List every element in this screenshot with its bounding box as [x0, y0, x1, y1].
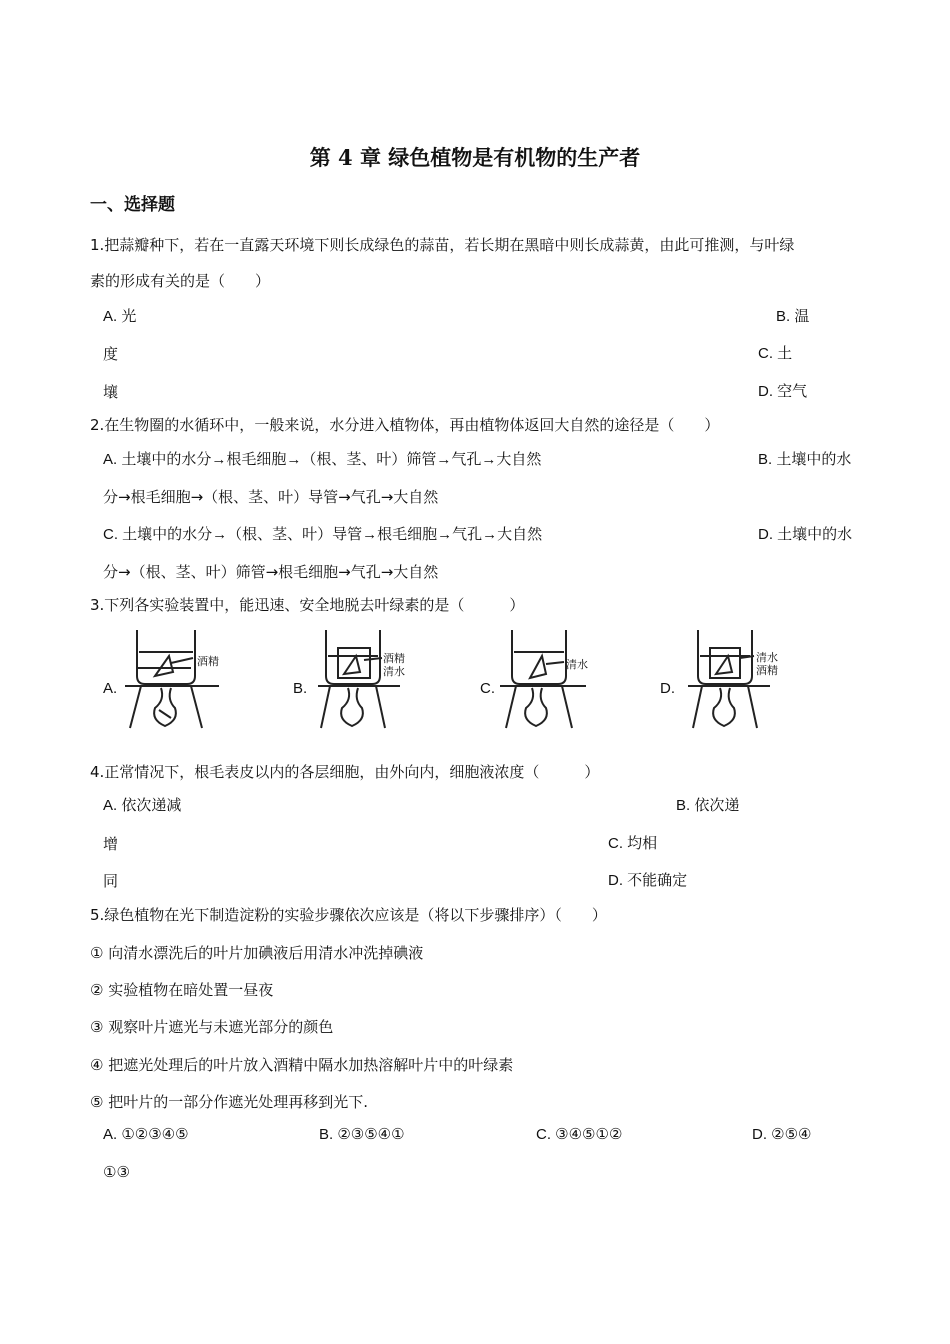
q4-option-a[interactable]: A. 依次递减 — [103, 797, 182, 814]
q4-stem: 4.正常情况下，根毛表皮以内的各层细胞，由外向内，细胞液浓度（ ） — [90, 763, 600, 781]
q5-step-2: ② 实验植物在暗处置一昼夜 — [90, 981, 274, 999]
q4-option-d[interactable]: D. 不能确定 — [608, 872, 688, 889]
q3-option-a[interactable]: A. — [103, 680, 118, 697]
q4-option-c-continued: 同 — [103, 872, 119, 890]
apparatus-a-label-alcohol: 酒精 — [197, 655, 219, 668]
apparatus-c-diagram — [500, 628, 610, 730]
q2-option-a[interactable]: A. 土壤中的水分→根毛细胞→（根、茎、叶）筛管→气孔→大自然 — [103, 451, 542, 468]
q5-option-a[interactable]: A. ①②③④⑤ — [103, 1126, 189, 1143]
q3-option-d[interactable]: D. — [660, 680, 675, 697]
q5-option-c[interactable]: C. ③④⑤①② — [536, 1126, 623, 1143]
q1-stem-line2: 素的形成有关的是（ ） — [90, 272, 271, 290]
q1-option-c[interactable]: C. 土 — [758, 345, 793, 362]
apparatus-d-label-alcohol: 酒精 — [756, 664, 778, 677]
q1-option-d[interactable]: D. 空气 — [758, 383, 808, 400]
q5-step-5: ⑤ 把叶片的一部分作遮光处理再移到光下. — [90, 1093, 368, 1111]
q5-step-4: ④ 把遮光处理后的叶片放入酒精中隔水加热溶解叶片中的叶绿素 — [90, 1056, 514, 1074]
apparatus-a-diagram — [125, 628, 235, 730]
q2-option-b[interactable]: B. 土壤中的水 — [758, 451, 852, 468]
q1-option-c-continued: 壤 — [103, 383, 119, 401]
page-title: 第 4 章 绿色植物是有机物的生产者 — [309, 145, 641, 170]
q5-option-d[interactable]: D. ②⑤④ — [752, 1126, 812, 1143]
q1-option-a[interactable]: A. 光 — [103, 308, 137, 325]
q1-stem-line1: 1.把蒜瓣种下，若在一直露天环境下则长成绿色的蒜苗，若长期在黑暗中则长成蒜黄，由此可推测，与叶绿 — [90, 236, 795, 254]
q5-option-d-continued: ①③ — [103, 1163, 130, 1181]
q4-option-c[interactable]: C. 均相 — [608, 835, 658, 852]
q2-option-d-continued: 分→（根、茎、叶）筛管→根毛细胞→气孔→大自然 — [103, 563, 439, 581]
q2-option-d[interactable]: D. 土壤中的水 — [758, 526, 853, 543]
q1-option-b[interactable]: B. 温 — [776, 308, 810, 325]
q5-step-1: ① 向清水漂洗后的叶片加碘液后用清水冲洗掉碘液 — [90, 944, 424, 962]
apparatus-b-diagram — [318, 628, 428, 730]
q3-option-b[interactable]: B. — [293, 680, 308, 697]
apparatus-b-label-alcohol: 酒精 — [383, 652, 405, 665]
section-heading: 一、选择题 — [90, 195, 175, 215]
apparatus-d-diagram — [688, 628, 798, 730]
q5-step-3: ③ 观察叶片遮光与未遮光部分的颜色 — [90, 1018, 334, 1036]
q3-option-c[interactable]: C. — [480, 680, 495, 697]
q2-option-c[interactable]: C. 土壤中的水分→（根、茎、叶）导管→根毛细胞→气孔→大自然 — [103, 526, 543, 543]
q1-option-b-continued: 度 — [103, 345, 119, 363]
apparatus-b-label-water: 清水 — [383, 665, 405, 678]
q4-option-b[interactable]: B. 依次递 — [676, 797, 740, 814]
q5-option-b[interactable]: B. ②③⑤④① — [319, 1126, 405, 1143]
q5-stem: 5.绿色植物在光下制造淀粉的实验步骤依次应该是（将以下步骤排序）（ ） — [90, 906, 607, 924]
q2-option-b-continued: 分→根毛细胞→（根、茎、叶）导管→气孔→大自然 — [103, 488, 439, 506]
apparatus-d-label-water: 清水 — [756, 651, 778, 664]
q2-stem: 2.在生物圈的水循环中，一般来说，水分进入植物体，再由植物体返回大自然的途径是（ ） — [90, 416, 720, 434]
q3-stem: 3.下列各实验装置中，能迅速、安全地脱去叶绿素的是（ ） — [90, 596, 525, 614]
apparatus-c-label-water: 清水 — [566, 658, 588, 671]
q4-option-b-continued: 增 — [103, 835, 119, 853]
